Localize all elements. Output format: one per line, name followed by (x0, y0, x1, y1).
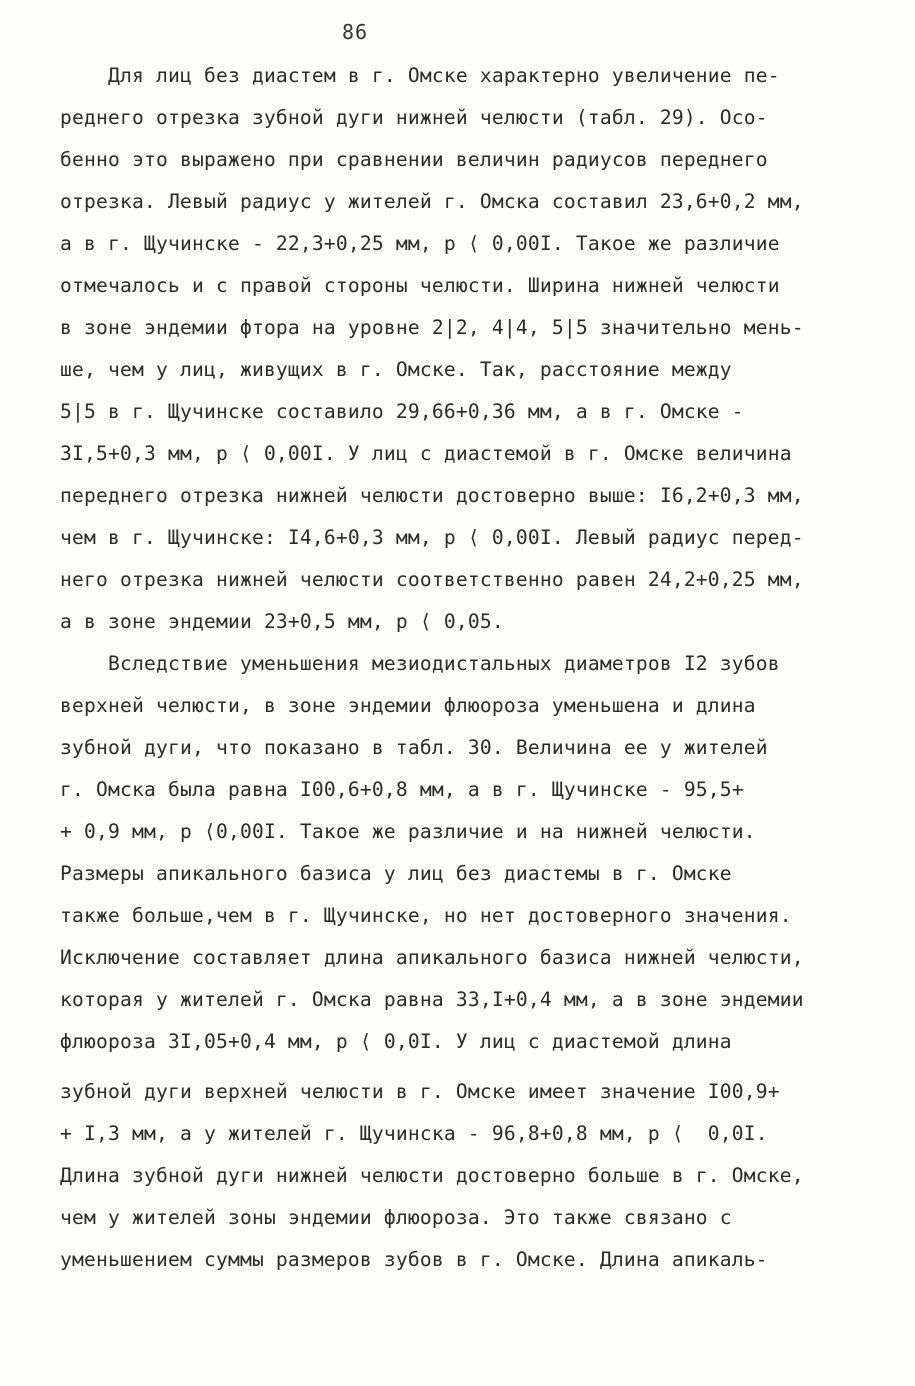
text-line: 5|5 в г. Щучинске составило 29,66+0,36 мм, а в г. Омске - (60, 400, 744, 423)
text-line: 3I,5+0,3 мм, р ⟨ 0,00I. У лиц с диастемой в г. Омске величина (60, 442, 792, 465)
text-line: уменьшением суммы размеров зубов в г. Омске. Длина апикаль- (60, 1248, 768, 1271)
text-line: которая у жителей г. Омска равна 33,I+0,4 мм, а в зоне эндемии (60, 988, 804, 1011)
page-number: 86 (342, 20, 369, 44)
text-line: флюороза 3I,05+0,4 мм, р ⟨ 0,0I. У лиц с диастемой длина (60, 1030, 732, 1053)
text-line: Длина зубной дуги нижней челюсти достоверно больше в г. Омске, (60, 1164, 804, 1187)
text-line: зубной дуги верхней челюсти в г. Омске имеет значение I00,9+ (60, 1080, 780, 1103)
text-line: отмечалось и с правой стороны челюсти. Ширина нижней челюсти (60, 274, 780, 297)
text-line: него отрезка нижней челюсти соответственно равен 24,2+0,25 мм, (60, 568, 804, 591)
text-line: верхней челюсти, в зоне эндемии флюороза уменьшена и длина (60, 694, 756, 717)
text-line: + 0,9 мм, р ⟨0,00I. Такое же различие и на нижней челюсти. (60, 820, 756, 843)
text-line: переднего отрезка нижней челюсти достоверно выше: I6,2+0,3 мм, (60, 484, 804, 507)
text-line: Размеры апикального базиса у лиц без диастемы в г. Омске (60, 862, 732, 885)
text-line: + I,3 мм, а у жителей г. Щучинска - 96,8+0,8 мм, р ⟨ 0,0I. (60, 1122, 768, 1145)
text-line: а в зоне эндемии 23+0,5 мм, р ⟨ 0,05. (60, 610, 504, 633)
text-line: отрезка. Левый радиус у жителей г. Омска составил 23,6+0,2 мм, (60, 190, 804, 213)
text-line: чем у жителей зоны эндемии флюороза. Это также связано с (60, 1206, 732, 1229)
text-line: в зоне эндемии фтора на уровне 2|2, 4|4, 5|5 значительно мень- (60, 316, 804, 339)
text-line: г. Омска была равна I00,6+0,8 мм, а в г. Щучинске - 95,5+ (60, 778, 744, 801)
text-line: Для лиц без диастем в г. Омске характерно увеличение пе- (60, 64, 780, 87)
text-line: реднего отрезка зубной дуги нижней челюсти (табл. 29). Осо- (60, 106, 768, 129)
text-line: а в г. Щучинске - 22,3+0,25 мм, р ⟨ 0,00I. Такое же различие (60, 232, 780, 255)
text-line: ше, чем у лиц, живущих в г. Омске. Так, расстояние между (60, 358, 732, 381)
text-line: бенно это выражено при сравнении величин радиусов переднего (60, 148, 768, 171)
text-line: Исключение составляет длина апикального базиса нижней челюсти, (60, 946, 804, 969)
text-line: Вследствие уменьшения мезиодистальных диаметров I2 зубов (60, 652, 780, 675)
text-line: чем в г. Щучинске: I4,6+0,3 мм, р ⟨ 0,00I. Левый радиус перед- (60, 526, 804, 549)
text-line: также больше,чем в г. Щучинске, но нет достоверного значения. (60, 904, 792, 927)
text-line: зубной дуги, что показано в табл. 30. Величина ее у жителей (60, 736, 768, 759)
